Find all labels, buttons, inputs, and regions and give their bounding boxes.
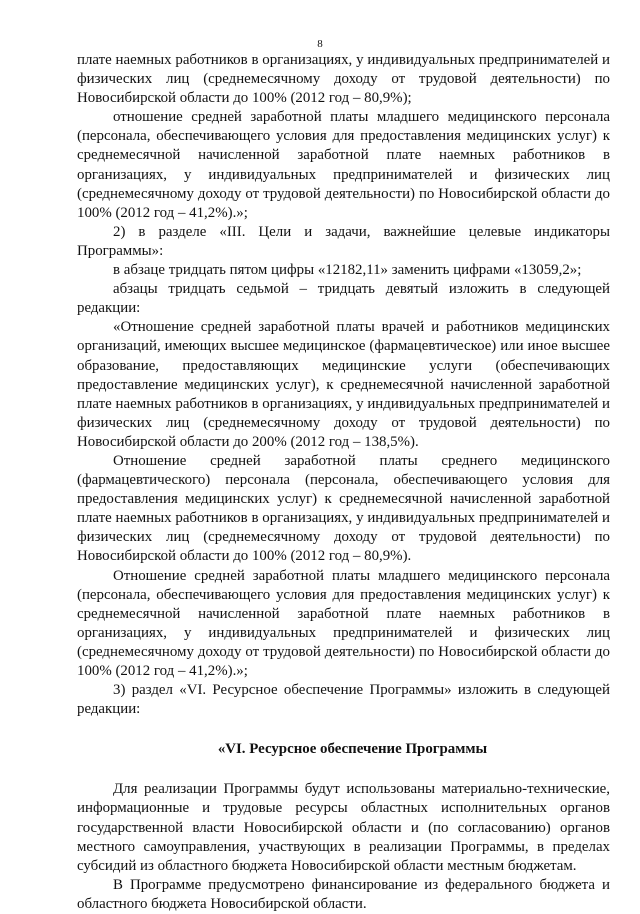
paragraph-7: Отношение средней заработной платы среднего медицинского (фармацевтического) персонала (персонала, обеспечивающего условия для предоставления медицинских услуг) к среднемесячной начисленной заработной плате наемных работников в организациях, у индивидуальных предпринимателей и физических лиц (среднемесячному доходу от трудовой деятельности) по Новосибирской области до 100% (2012 год – 80,9%).: [77, 452, 610, 565]
paragraph-6: «Отношение средней заработной платы врачей и работников медицинских организаций, имеющих высшее медицинское (фармацевтическое) или иное высшее образование, предоставляющих медицинские услуги (обеспечивающих предоставление медицинских услуг), к среднемесячной начисленной заработной плате наемных работников в организациях, у индивидуальных предпринимателей и физических лиц (среднемесячному доходу от трудовой деятельности) по Новосибирской области до 200% (2012 год – 138,5%).: [77, 319, 610, 450]
document-body: [77, 51, 610, 914]
paragraph-4: в абзаце тридцать пятом цифры «12182,11» заменить цифрами «13059,2»;: [113, 262, 582, 279]
page-number: 8: [317, 38, 323, 50]
paragraph-2: отношение средней заработной платы младшего медицинского персонала (персонала, обеспечивающего условия для предоставления медицинских услуг) к среднемесячной начисленной заработной плате наемных работников в организациях, у индивидуальных предпринимателей и физических лиц (среднемесячному доходу от трудовой деятельности) по Новосибирской области до 100% (2012 год – 41,2%).»;: [77, 109, 610, 221]
paragraph-1: плате наемных работников в организациях, у индивидуальных предпринимателей и физических лиц (среднемесячному доходу от трудовой деятельности) по Новосибирской области до 100% (2012 год – 80,9%);: [77, 52, 610, 107]
paragraph-3: 2) в разделе «III. Цели и задачи, важнейшие целевые индикаторы Программы»:: [77, 223, 610, 259]
section-paragraph-1: Для реализации Программы будут использованы материально-технические, информационные и трудовые ресурсы областных исполнительных органов государственной власти Новосибирской области и (по согласованию) органов местного самоуправления, участвующих в реализации Программы, в пределах субсидий из областного бюджета Новосибирской области местным бюджетам.: [77, 781, 610, 874]
section-heading: «VI. Ресурсное обеспечение Программы: [217, 741, 488, 758]
paragraph-5: абзацы тридцать седьмой – тридцать девятый изложить в следующей редакции:: [77, 281, 610, 317]
paragraph-8: Отношение средней заработной платы младшего медицинского персонала (персонала, обеспечивающего условия для предоставления медицинских услуг) к среднемесячной начисленной заработной плате наемных работников в организациях, у индивидуальных предпринимателей и физических лиц (среднемесячному доходу от трудовой деятельности) по Новосибирской области до 100% (2012 год – 41,2%).»;: [77, 567, 610, 679]
section-paragraph-2: В Программе предусмотрено финансирование из федерального бюджета и областного бюджета Новосибирской области.: [77, 876, 610, 912]
paragraph-9: 3) раздел «VI. Ресурсное обеспечение Программы» изложить в следующей редакции:: [77, 682, 610, 718]
